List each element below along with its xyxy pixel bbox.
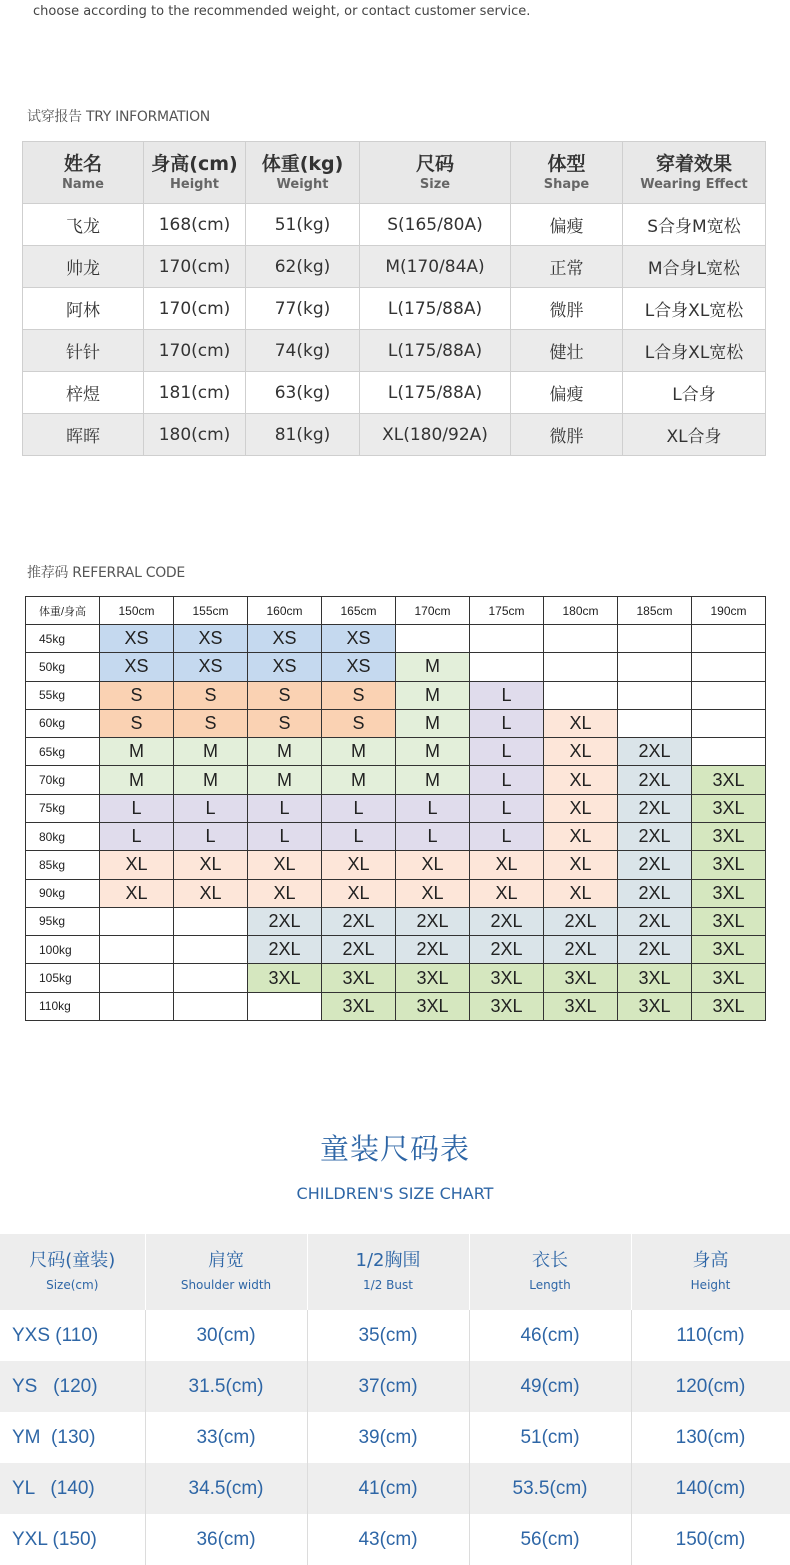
recommended-size-cell [100, 964, 174, 992]
kids-measurement-cell: 39(cm) [307, 1412, 469, 1463]
recommended-size-cell: L [470, 681, 544, 709]
kids-measurement-cell: 51(cm) [469, 1412, 631, 1463]
kids-measurement-cell: 56(cm) [469, 1514, 631, 1565]
recommended-size-cell: 3XL [692, 992, 766, 1020]
recommended-size-cell [248, 992, 322, 1020]
try-info-cell: 63(kg) [246, 372, 360, 414]
recommended-size-cell [692, 681, 766, 709]
recommended-size-cell: L [396, 822, 470, 850]
recommended-size-cell: 2XL [618, 822, 692, 850]
try-info-cell: 飞龙 [23, 204, 144, 246]
try-info-cell: 晖晖 [23, 414, 144, 456]
kids-measurement-cell: 36(cm) [145, 1514, 307, 1565]
recommended-size-cell: XS [174, 653, 248, 681]
recommended-size-cell [692, 653, 766, 681]
weight-row-header: 105kg [26, 964, 100, 992]
recommended-size-cell: 3XL [692, 879, 766, 907]
weight-row [26, 992, 766, 1020]
recommended-size-cell: 3XL [692, 822, 766, 850]
recommended-size-cell: 3XL [322, 964, 396, 992]
try-info-header-cell [511, 142, 623, 204]
recommended-size-cell [100, 936, 174, 964]
recommended-size-cell: L [174, 794, 248, 822]
recommended-size-cell [618, 709, 692, 737]
try-info-cell: 170(cm) [144, 246, 246, 288]
try-info-cell: 74(kg) [246, 330, 360, 372]
height-column-header: 185cm [618, 597, 692, 625]
weight-row [26, 738, 766, 766]
recommended-size-cell: 3XL [396, 964, 470, 992]
kids-measurement-cell: 41(cm) [307, 1463, 469, 1514]
try-info-cell: XL合身 [623, 414, 766, 456]
try-info-cell: L合身XL宽松 [623, 330, 766, 372]
try-info-header-row [23, 142, 766, 204]
header-label-en: Weight [276, 176, 329, 192]
recommended-size-cell: 3XL [248, 964, 322, 992]
try-info-cell: M合身L宽松 [623, 246, 766, 288]
try-info-cell: L(175/88A) [360, 372, 511, 414]
kids-size-row [0, 1310, 790, 1361]
kids-header-label-cn: 身高 [692, 1250, 729, 1271]
recommended-size-cell: 2XL [322, 907, 396, 935]
header-label-en: Name [61, 176, 104, 192]
weight-height-corner: 体重/身高 [26, 597, 100, 625]
weight-row [26, 822, 766, 850]
try-info-cell: 77(kg) [246, 288, 360, 330]
recommended-size-cell [618, 625, 692, 653]
kids-measurement-cell: 37(cm) [307, 1361, 469, 1412]
recommended-size-cell: 3XL [544, 992, 618, 1020]
recommended-size-cell: XL [544, 822, 618, 850]
recommended-size-cell: M [248, 766, 322, 794]
recommended-size-cell: 2XL [396, 907, 470, 935]
try-info-cell: 帅龙 [23, 246, 144, 288]
kids-size-row [0, 1463, 790, 1514]
recommended-size-cell: M [100, 766, 174, 794]
header-label-cn: 尺码 [415, 152, 454, 175]
kids-size-label: YM (130) [0, 1412, 145, 1463]
kids-header-cell [145, 1234, 307, 1310]
referral-header-row [26, 597, 766, 625]
recommended-size-cell: 2XL [470, 907, 544, 935]
recommended-size-cell: XL [544, 709, 618, 737]
weight-row [26, 879, 766, 907]
recommended-size-cell: XL [544, 766, 618, 794]
header-label-en: Size [419, 176, 451, 192]
kids-measurement-cell: 150(cm) [631, 1514, 790, 1565]
try-info-cell: 偏瘦 [511, 372, 623, 414]
recommended-size-cell [618, 653, 692, 681]
recommended-size-cell: XL [322, 879, 396, 907]
header-label-cn: 身高(cm) [151, 152, 238, 175]
recommended-size-cell: L [470, 709, 544, 737]
recommended-size-cell: XL [470, 851, 544, 879]
kids-measurement-cell: 35(cm) [307, 1310, 469, 1361]
recommended-size-cell: S [174, 709, 248, 737]
recommended-size-cell: XS [100, 653, 174, 681]
recommended-size-cell: 2XL [248, 936, 322, 964]
recommended-size-cell: XL [322, 851, 396, 879]
recommended-size-cell: 2XL [618, 936, 692, 964]
try-info-cell: 针针 [23, 330, 144, 372]
kids-size-label: YXL (150) [0, 1514, 145, 1565]
kids-measurement-cell: 34.5(cm) [145, 1463, 307, 1514]
recommended-size-cell: XL [174, 879, 248, 907]
recommended-size-cell [692, 738, 766, 766]
header-label-en: Shape [543, 176, 590, 192]
recommended-size-cell: M [396, 653, 470, 681]
weight-row [26, 681, 766, 709]
try-info-cell: 170(cm) [144, 330, 246, 372]
recommended-size-cell [544, 681, 618, 709]
try-info-cell: 健壮 [511, 330, 623, 372]
recommended-size-cell: 3XL [470, 992, 544, 1020]
try-info-row [23, 204, 766, 246]
try-info-row [23, 288, 766, 330]
recommended-size-cell: XL [396, 879, 470, 907]
recommended-size-cell: XL [544, 851, 618, 879]
weight-row-header: 55kg [26, 681, 100, 709]
kids-header-label-cn: 尺码(童装) [29, 1250, 116, 1271]
referral-code-title: 推荐码 REFERRAL CODE [27, 565, 185, 581]
recommended-size-cell: L [470, 822, 544, 850]
recommended-size-cell: XL [544, 879, 618, 907]
weight-row [26, 851, 766, 879]
recommended-size-cell: S [322, 681, 396, 709]
recommended-size-cell: XL [248, 851, 322, 879]
recommended-size-cell [100, 992, 174, 1020]
try-info-cell: M(170/84A) [360, 246, 511, 288]
kids-header-label-en: Height [690, 1278, 731, 1292]
recommended-size-cell: S [174, 681, 248, 709]
weight-row [26, 709, 766, 737]
weight-row-header: 50kg [26, 653, 100, 681]
kids-chart-subtitle: CHILDREN'S SIZE CHART [296, 1184, 494, 1203]
try-info-header-cell [360, 142, 511, 204]
kids-header-label-en: Length [529, 1278, 571, 1292]
recommended-size-cell: XS [322, 653, 396, 681]
try-info-cell: 170(cm) [144, 288, 246, 330]
header-label-cn: 体型 [547, 152, 586, 175]
weight-row [26, 907, 766, 935]
try-info-cell: L(175/88A) [360, 288, 511, 330]
try-info-cell: 阿林 [23, 288, 144, 330]
recommended-size-cell: M [248, 738, 322, 766]
try-info-cell: 168(cm) [144, 204, 246, 246]
weight-row-header: 65kg [26, 738, 100, 766]
recommended-size-cell: M [322, 766, 396, 794]
kids-measurement-cell: 130(cm) [631, 1412, 790, 1463]
kids-size-label: YL (140) [0, 1463, 145, 1514]
recommended-size-cell: 2XL [544, 936, 618, 964]
recommended-size-cell [174, 992, 248, 1020]
try-info-cell: 偏瘦 [511, 204, 623, 246]
recommended-size-cell: XS [248, 653, 322, 681]
kids-header-label-en: Shoulder width [180, 1278, 272, 1292]
try-info-cell: S合身M宽松 [623, 204, 766, 246]
try-info-title: 试穿报告 TRY INFORMATION [27, 109, 210, 125]
try-info-cell: 51(kg) [246, 204, 360, 246]
try-info-cell: 81(kg) [246, 414, 360, 456]
recommended-size-cell: 3XL [544, 964, 618, 992]
weight-row [26, 964, 766, 992]
recommended-size-cell [100, 907, 174, 935]
recommended-size-cell: M [396, 738, 470, 766]
recommended-size-cell: 2XL [618, 907, 692, 935]
height-column-header: 170cm [396, 597, 470, 625]
recommended-size-cell: 3XL [322, 992, 396, 1020]
recommended-size-cell: L [470, 738, 544, 766]
recommended-size-cell: S [100, 709, 174, 737]
recommended-size-cell: 2XL [618, 766, 692, 794]
recommended-size-cell: 3XL [692, 851, 766, 879]
recommended-size-cell [174, 964, 248, 992]
recommended-size-cell: 3XL [692, 794, 766, 822]
try-info-cell: 181(cm) [144, 372, 246, 414]
recommended-size-cell: 3XL [618, 992, 692, 1020]
kids-measurement-cell: 31.5(cm) [145, 1361, 307, 1412]
recommended-size-cell: S [100, 681, 174, 709]
recommended-size-cell [470, 653, 544, 681]
try-info-cell: 180(cm) [144, 414, 246, 456]
header-label-cn: 体重(kg) [261, 152, 344, 175]
recommended-size-cell [692, 709, 766, 737]
size-advice-note: choose according to the recommended weight, or contact customer service. [33, 4, 531, 19]
kids-size-table [0, 1234, 790, 1565]
header-label-cn: 姓名 [63, 152, 102, 175]
header-label-cn: 穿着效果 [655, 152, 732, 175]
kids-chart-title: 童装尺码表 [319, 1132, 470, 1166]
recommended-size-cell: XL [470, 879, 544, 907]
recommended-size-cell: 2XL [618, 851, 692, 879]
kids-header-label-cn: 肩宽 [208, 1250, 244, 1271]
try-info-row [23, 246, 766, 288]
height-column-header: 165cm [322, 597, 396, 625]
kids-measurement-cell: 33(cm) [145, 1412, 307, 1463]
try-info-header-cell [623, 142, 766, 204]
recommended-size-cell: 3XL [618, 964, 692, 992]
height-column-header: 150cm [100, 597, 174, 625]
header-label-en: Height [170, 176, 219, 192]
try-info-cell: L(175/88A) [360, 330, 511, 372]
recommended-size-cell: 2XL [470, 936, 544, 964]
weight-row-header: 45kg [26, 625, 100, 653]
try-info-table [22, 141, 766, 456]
weight-row-header: 85kg [26, 851, 100, 879]
try-info-cell: 62(kg) [246, 246, 360, 288]
recommended-size-cell: XL [396, 851, 470, 879]
kids-header-cell [469, 1234, 631, 1310]
recommended-size-cell: M [174, 766, 248, 794]
weight-row [26, 936, 766, 964]
recommended-size-cell: L [248, 794, 322, 822]
recommended-size-cell: M [396, 709, 470, 737]
kids-header-row [0, 1234, 790, 1310]
recommended-size-cell: 2XL [248, 907, 322, 935]
try-info-cell: 微胖 [511, 288, 623, 330]
try-info-row [23, 372, 766, 414]
kids-header-label-en: 1/2 Bust [363, 1278, 413, 1292]
try-info-header-cell [144, 142, 246, 204]
kids-measurement-cell: 43(cm) [307, 1514, 469, 1565]
recommended-size-cell [396, 625, 470, 653]
kids-header-label-en: Size(cm) [46, 1278, 99, 1292]
recommended-size-cell: 2XL [618, 879, 692, 907]
kids-measurement-cell: 30(cm) [145, 1310, 307, 1361]
height-column-header: 155cm [174, 597, 248, 625]
recommended-size-cell: M [174, 738, 248, 766]
recommended-size-cell: XL [100, 851, 174, 879]
recommended-size-cell [692, 625, 766, 653]
try-info-cell: L合身 [623, 372, 766, 414]
kids-measurement-cell: 49(cm) [469, 1361, 631, 1412]
kids-measurement-cell: 46(cm) [469, 1310, 631, 1361]
recommended-size-cell [174, 936, 248, 964]
recommended-size-cell: 3XL [692, 766, 766, 794]
recommended-size-cell: XL [544, 738, 618, 766]
weight-row-header: 110kg [26, 992, 100, 1020]
try-info-cell: S(165/80A) [360, 204, 511, 246]
weight-row [26, 653, 766, 681]
try-info-header-cell [23, 142, 144, 204]
weight-row [26, 766, 766, 794]
weight-row-header: 70kg [26, 766, 100, 794]
kids-header-label-cn: 衣长 [532, 1250, 568, 1271]
try-info-row [23, 414, 766, 456]
recommended-size-cell: XL [100, 879, 174, 907]
weight-row [26, 794, 766, 822]
weight-row-header: 60kg [26, 709, 100, 737]
recommended-size-cell: L [322, 822, 396, 850]
recommended-size-cell: M [396, 681, 470, 709]
kids-size-label: YS (120) [0, 1361, 145, 1412]
recommended-size-cell: XL [544, 794, 618, 822]
recommended-size-cell: L [100, 794, 174, 822]
recommended-size-cell [544, 625, 618, 653]
recommended-size-cell: L [100, 822, 174, 850]
weight-row-header: 90kg [26, 879, 100, 907]
kids-measurement-cell: 110(cm) [631, 1310, 790, 1361]
recommended-size-cell: 2XL [618, 794, 692, 822]
try-info-cell: 微胖 [511, 414, 623, 456]
recommended-size-cell: 3XL [692, 907, 766, 935]
recommended-size-cell: XL [248, 879, 322, 907]
kids-header-cell [307, 1234, 469, 1310]
kids-size-row [0, 1361, 790, 1412]
recommended-size-cell: L [174, 822, 248, 850]
try-info-cell: 正常 [511, 246, 623, 288]
recommended-size-cell: M [322, 738, 396, 766]
kids-size-label: YXS (110) [0, 1310, 145, 1361]
recommended-size-cell [618, 681, 692, 709]
recommended-size-cell: 3XL [692, 964, 766, 992]
recommended-size-cell: 2XL [322, 936, 396, 964]
recommended-size-cell: 2XL [544, 907, 618, 935]
kids-size-row [0, 1514, 790, 1565]
recommended-size-cell: XS [248, 625, 322, 653]
recommended-size-cell: L [322, 794, 396, 822]
recommended-size-cell: XL [174, 851, 248, 879]
recommended-size-cell: S [248, 709, 322, 737]
recommended-size-cell [174, 907, 248, 935]
recommended-size-cell [470, 625, 544, 653]
try-info-cell: L合身XL宽松 [623, 288, 766, 330]
kids-size-row [0, 1412, 790, 1463]
try-info-row [23, 330, 766, 372]
recommended-size-cell: XS [322, 625, 396, 653]
recommended-size-cell: 2XL [396, 936, 470, 964]
referral-code-table [25, 596, 766, 1021]
recommended-size-cell: 3XL [470, 964, 544, 992]
height-column-header: 160cm [248, 597, 322, 625]
weight-row-header: 80kg [26, 822, 100, 850]
recommended-size-cell: 3XL [692, 936, 766, 964]
recommended-size-cell: XS [174, 625, 248, 653]
height-column-header: 180cm [544, 597, 618, 625]
kids-header-label-cn: 1/2胸围 [355, 1250, 421, 1271]
recommended-size-cell: S [248, 681, 322, 709]
recommended-size-cell: S [322, 709, 396, 737]
weight-row [26, 625, 766, 653]
weight-row-header: 95kg [26, 907, 100, 935]
recommended-size-cell [544, 653, 618, 681]
height-column-header: 175cm [470, 597, 544, 625]
kids-header-cell [0, 1234, 145, 1310]
height-column-header: 190cm [692, 597, 766, 625]
try-info-cell: XL(180/92A) [360, 414, 511, 456]
recommended-size-cell: M [100, 738, 174, 766]
recommended-size-cell: L [396, 794, 470, 822]
recommended-size-cell: XS [100, 625, 174, 653]
kids-measurement-cell: 120(cm) [631, 1361, 790, 1412]
recommended-size-cell: L [248, 822, 322, 850]
recommended-size-cell: 3XL [396, 992, 470, 1020]
try-info-cell: 梓煜 [23, 372, 144, 414]
kids-header-cell [631, 1234, 790, 1310]
weight-row-header: 100kg [26, 936, 100, 964]
kids-measurement-cell: 140(cm) [631, 1463, 790, 1514]
recommended-size-cell: 2XL [618, 738, 692, 766]
header-label-en: Wearing Effect [640, 176, 748, 192]
recommended-size-cell: M [396, 766, 470, 794]
recommended-size-cell: L [470, 794, 544, 822]
try-info-header-cell [246, 142, 360, 204]
kids-measurement-cell: 53.5(cm) [469, 1463, 631, 1514]
weight-row-header: 75kg [26, 794, 100, 822]
recommended-size-cell: L [470, 766, 544, 794]
